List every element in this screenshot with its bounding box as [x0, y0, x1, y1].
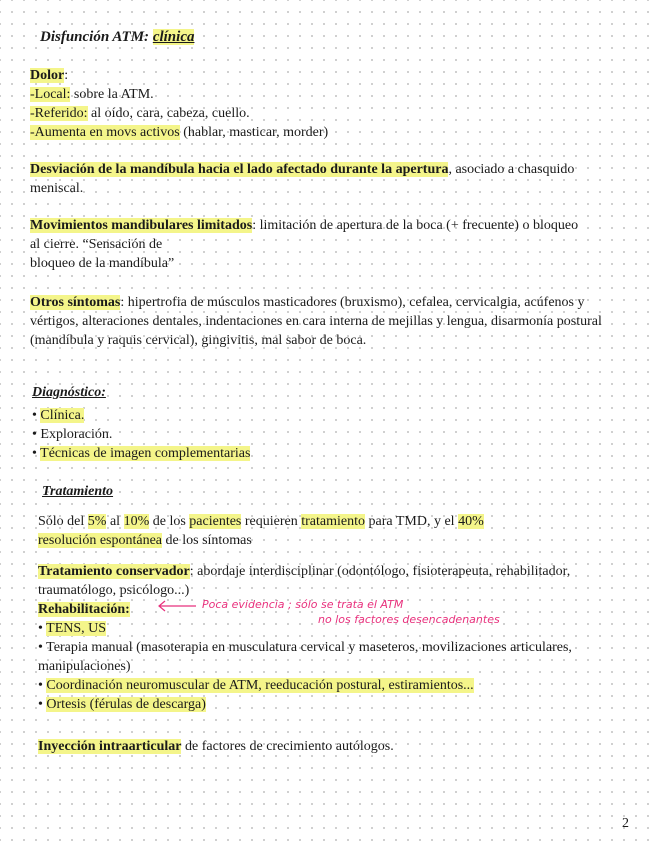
desviacion-bold: Desviación de la mandíbula hacia el lado afectado durante la apertura — [30, 162, 449, 177]
desviacion-paragraph — [30, 160, 628, 198]
movimientos-bold: Movimientos mandibulares limitados — [30, 218, 253, 233]
dolor-heading: Dolor — [30, 68, 65, 83]
tratamiento-text: para TMD, y el — [365, 514, 459, 529]
dolor-line2-b: al oído, cara, cabeza, cuello. — [87, 106, 250, 121]
list-item: • Ortesis (férulas de descarga) — [38, 697, 206, 712]
tratamiento-paragraph — [38, 512, 598, 550]
tratamiento-tratamiento: tratamiento — [301, 514, 366, 529]
otros-paragraph — [30, 293, 630, 350]
annotation-line2: no los factores desencadenantes — [318, 613, 500, 626]
page-number: 2 — [622, 816, 629, 831]
tratamiento-text: requieren — [241, 514, 302, 529]
tratamiento-10: 10% — [123, 514, 150, 529]
diagnostico-section — [32, 383, 592, 463]
tratamiento-text: de los — [149, 514, 190, 529]
list-item: • Coordinación neuromuscular de ATM, reeducación postural, estiramientos... — [38, 678, 474, 693]
tratamiento-40: 40% — [458, 514, 484, 529]
tratamiento-text: al — [106, 514, 124, 529]
dolor-line3-b: (hablar, masticar, morder) — [179, 125, 329, 140]
movimientos-paragraph — [30, 216, 590, 273]
list-item: • Exploración. — [32, 427, 113, 442]
tratamiento-heading-wrap — [42, 482, 113, 501]
tratamiento-resolucion: resolución espontánea — [38, 533, 163, 548]
tratamiento-heading: Tratamiento — [42, 484, 114, 499]
conservador-paragraph — [38, 562, 598, 600]
list-item: • TENS, US — [38, 621, 107, 636]
tratamiento-text: Sólo del — [38, 514, 88, 529]
list-item: • Clínica. — [32, 408, 85, 423]
movimientos-rest1: : limitación de apertura de la boca (+ frecuente) o bloqueo al cierre. “Sensación de — [30, 218, 579, 252]
list-item: • Terapia manual (masoterapia en musculatura cervical y maseteros, movilizaciones articulares, manipulaciones) — [38, 640, 572, 674]
rehabilitacion-heading: Rehabilitación: — [38, 602, 130, 617]
dolor-line3-a: -Aumenta en movs activos — [30, 125, 180, 140]
dolor-section: Dolor: -Local: sobre la ATM. -Referido: al oído, cara, cabeza, cuello. -Aumenta en movs activos (hablar, masticar, morder) — [30, 68, 329, 140]
tratamiento-pacientes: pacientes — [189, 514, 242, 529]
title-underlined: clínica — [152, 29, 195, 45]
inyeccion-paragraph — [38, 737, 598, 756]
title-prefix: Disfunción ATM: — [40, 29, 153, 45]
arrow-left-icon — [156, 600, 198, 612]
otros-rest: : hipertrofia de músculos masticadores (bruxismo), cefalea, cervicalgia, acúfenos y vértigos, alteraciones dentales, indentaciones en cara interna de mejillas y lengua, disarmonía postural (mandíbula y raquis cervical), gingivitis, mal sabor de boca. — [30, 295, 602, 348]
dolor-line2-a: -Referido: — [30, 106, 88, 121]
desviacion-rest: , asociado a chasquido meniscal. — [30, 162, 575, 196]
inyeccion-rest: de factores de crecimiento autólogos. — [181, 739, 394, 754]
conservador-rest: : abordaje interdisciplinar (odontólogo, fisioterapeuta, rehabilitador, traumatólogo, psicólogo...) — [38, 564, 571, 598]
page-title — [40, 28, 194, 47]
annotation-line1: Poca evidencia ; sólo se trata el ATM — [202, 598, 404, 611]
dolor-line1-a: -Local: — [30, 87, 71, 102]
list-item: • Técnicas de imagen complementarias — [32, 446, 251, 461]
diagnostico-heading: Diagnóstico: — [32, 385, 106, 400]
tratamiento-text: de los síntomas — [162, 533, 252, 548]
otros-bold: Otros síntomas — [30, 295, 121, 310]
movimientos-rest2: bloqueo de la mandíbula” — [30, 256, 175, 271]
dolor-line1-b: sobre la ATM. — [70, 87, 154, 102]
inyeccion-bold: Inyección intraarticular — [38, 739, 182, 754]
tratamiento-5: 5% — [87, 514, 107, 529]
conservador-bold: Tratamiento conservador — [38, 564, 190, 579]
